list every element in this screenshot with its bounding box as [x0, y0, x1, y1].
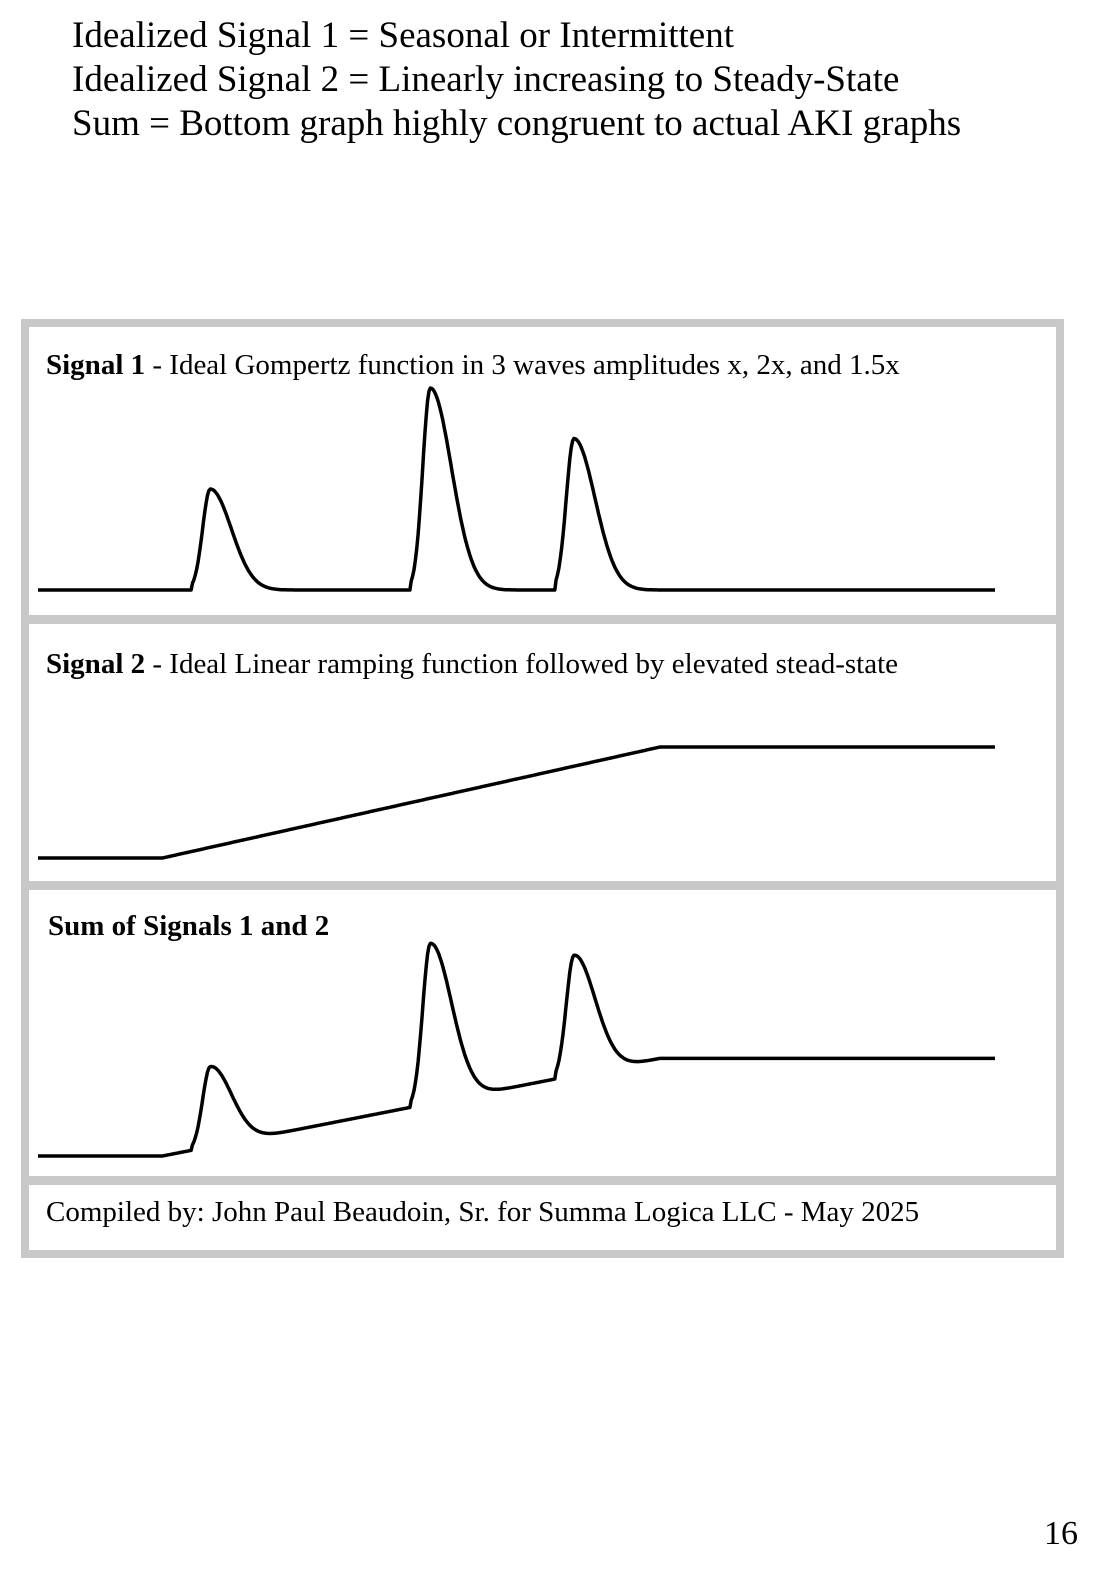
- signal-1-panel: [29, 327, 1056, 615]
- signal-2-title-rest: - Ideal Linear ramping function followed by elevated stead-state: [145, 648, 899, 680]
- header-line-3: Sum = Bottom graph highly congruent to actual AKI graphs: [72, 103, 962, 144]
- signal-2-title-bold: Signal 2: [46, 648, 146, 680]
- signal-2-chart: [29, 624, 1056, 881]
- signal-1-chart: [29, 327, 1056, 615]
- signal-1-title-rest: - Ideal Gompertz function in 3 waves amplitudes x, 2x, and 1.5x: [145, 349, 900, 381]
- sum-panel: [29, 890, 1056, 1176]
- page-number: 16: [1044, 1515, 1078, 1552]
- credit-text: Compiled by: John Paul Beaudoin, Sr. for Summa Logica LLC - May 2025: [46, 1196, 920, 1228]
- sum-line: [38, 943, 995, 1156]
- credit-panel: [29, 1185, 1056, 1250]
- figure-frame: [21, 319, 1064, 1258]
- sum-chart: [29, 890, 1056, 1176]
- signal-1-line: [38, 388, 995, 590]
- signal-2-line: [38, 747, 995, 858]
- header-line-1: Idealized Signal 1 = Seasonal or Intermittent: [72, 15, 735, 56]
- sum-title-bold: Sum of Signals 1 and 2: [48, 910, 330, 942]
- header: [72, 14, 961, 146]
- signal-2-panel: [29, 624, 1056, 881]
- signal-1-title-bold: Signal 1: [46, 349, 146, 381]
- header-line-2: Idealized Signal 2 = Linearly increasing to Steady-State: [72, 59, 900, 100]
